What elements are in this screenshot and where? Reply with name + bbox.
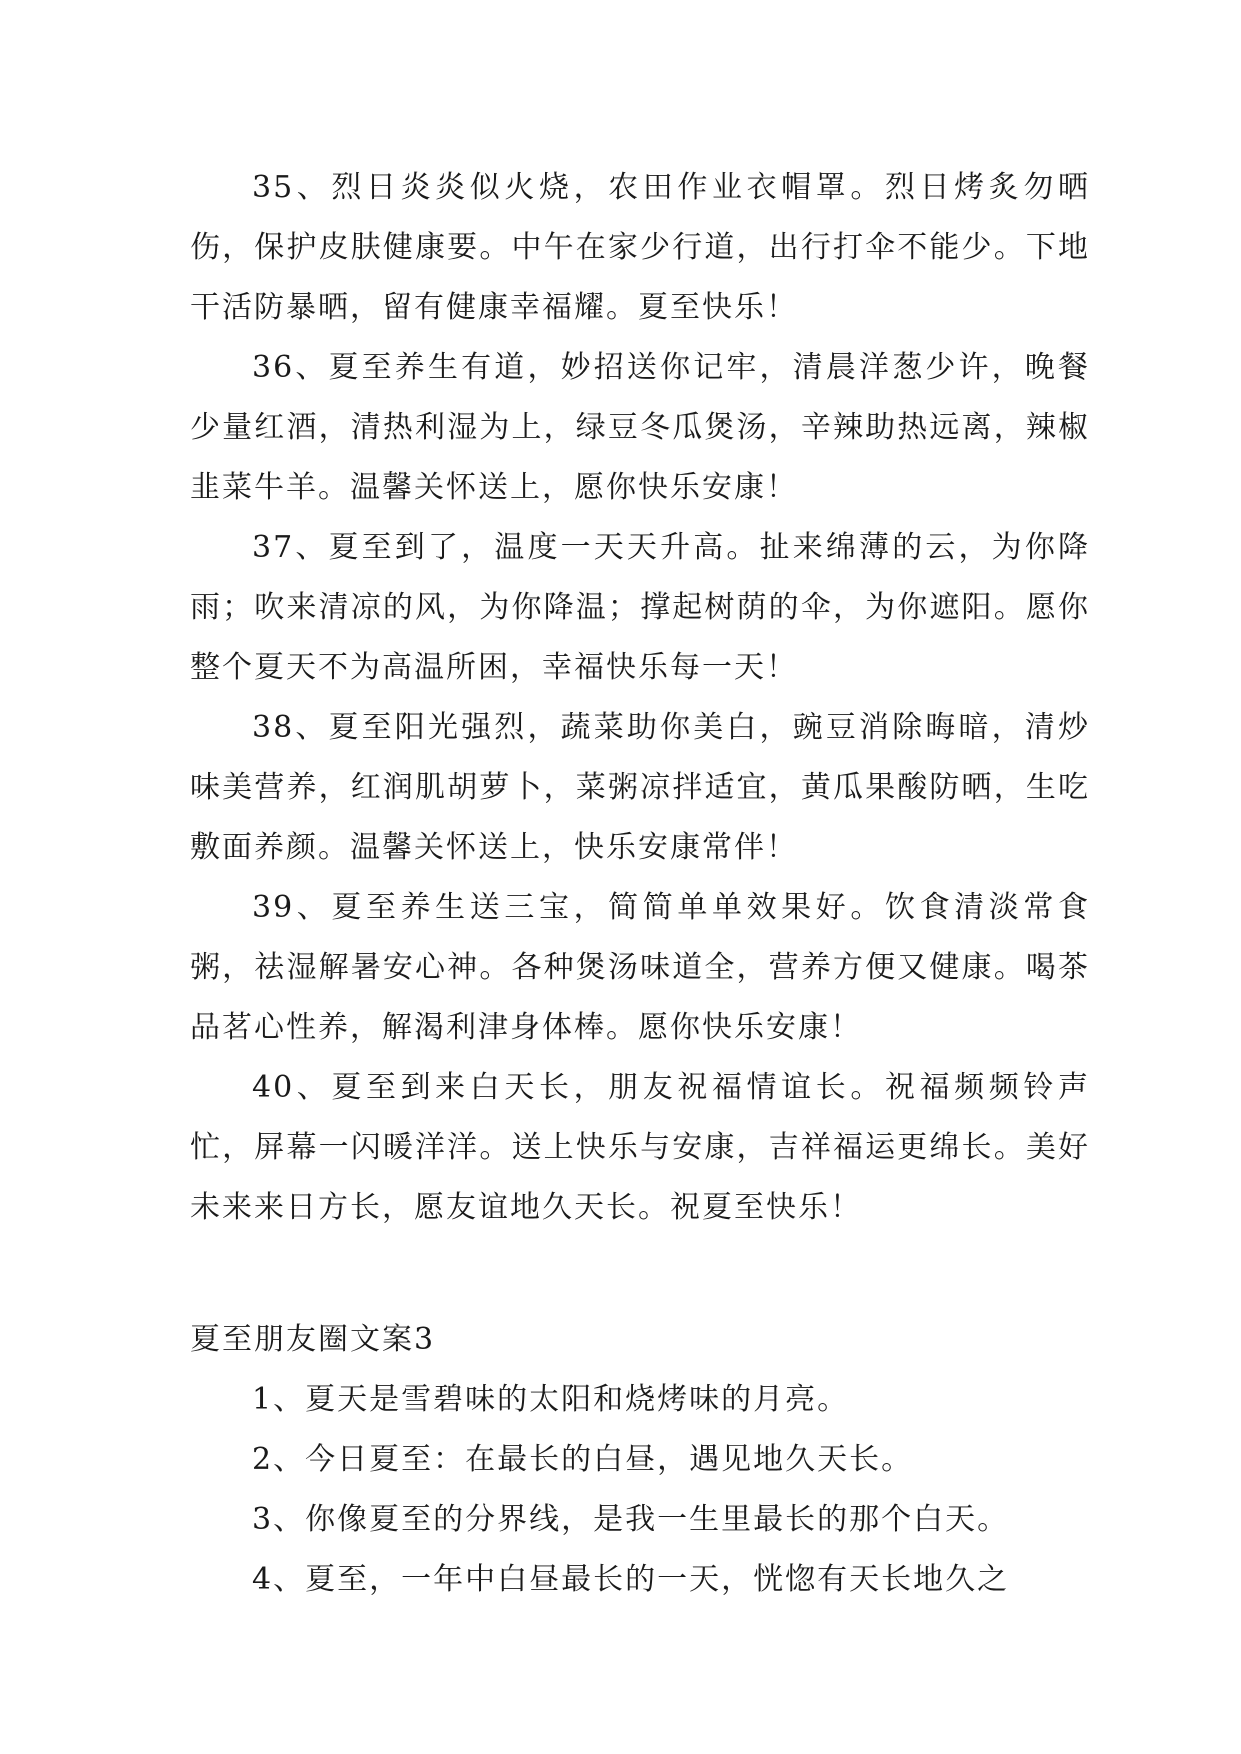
section-heading: 夏至朋友圈文案3 <box>190 1322 436 1357</box>
paragraph-39: 39、夏至养生送三宝，简简单单效果好。饮食清淡常食粥，祛湿解暑安心神。各种煲汤味道全，营养方便又健康。喝茶品茗心性养，解渴利津身体棒。愿你快乐安康！ <box>190 890 1090 1045</box>
document-body <box>190 158 1090 1610</box>
paragraph-s3-2: 2、今日夏至：在最长的白昼，遇见地久天长。 <box>252 1442 914 1477</box>
paragraph-40: 40、夏至到来白天长，朋友祝福情谊长。祝福频频铃声忙，屏幕一闪暖洋洋。送上快乐与安康，吉祥福运更绵长。美好未来来日方长，愿友谊地久天长。祝夏至快乐！ <box>190 1070 1090 1225</box>
section-spacer <box>190 1238 1090 1310</box>
paragraph-s3-4: 4、夏至，一年中白昼最长的一天，恍惚有天长地久之 <box>252 1562 1010 1597</box>
paragraph-s3-3: 3、你像夏至的分界线，是我一生里最长的那个白天。 <box>252 1502 1010 1537</box>
paragraph-36: 36、夏至养生有道，妙招送你记牢，清晨洋葱少许，晚餐少量红酒，清热利湿为上，绿豆冬瓜煲汤，辛辣助热远离，辣椒韭菜牛羊。温馨关怀送上，愿你快乐安康！ <box>190 350 1090 505</box>
paragraph-37: 37、夏至到了，温度一天天升高。扯来绵薄的云，为你降雨；吹来清凉的风，为你降温；撑起树荫的伞，为你遮阳。愿你整个夏天不为高温所困，幸福快乐每一天！ <box>190 530 1090 685</box>
paragraph-s3-1: 1、夏天是雪碧味的太阳和烧烤味的月亮。 <box>252 1382 850 1417</box>
paragraph-38: 38、夏至阳光强烈，蔬菜助你美白，豌豆消除晦暗，清炒味美营养，红润肌胡萝卜，菜粥凉拌适宜，黄瓜果酸防晒，生吃敷面养颜。温馨关怀送上，快乐安康常伴！ <box>190 710 1090 865</box>
paragraph-35: 35、烈日炎炎似火烧，农田作业衣帽罩。烈日烤炙勿晒伤，保护皮肤健康要。中午在家少行道，出行打伞不能少。下地干活防暴晒，留有健康幸福耀。夏至快乐！ <box>190 170 1090 325</box>
